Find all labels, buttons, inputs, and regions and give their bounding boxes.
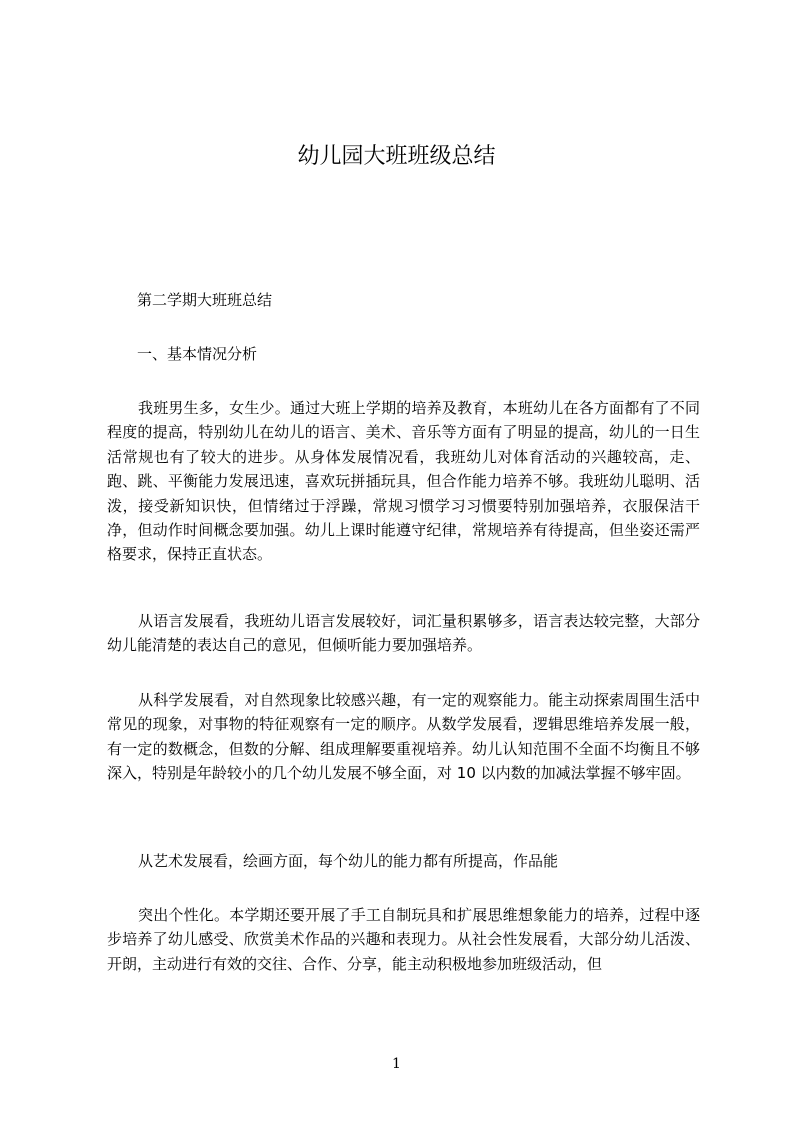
paragraph-language-development: 从语言发展看，我班幼儿语言发展较好，词汇量积累够多，语言表达较完整，大部分幼儿能清楚的表达自己的意见，但倾听能力要加强培养。 — [107, 612, 700, 655]
paragraph-art-development: 从艺术发展看，绘画方面，每个幼儿的能力都有所提高，作品能 — [138, 852, 559, 870]
paragraph-art-continued: 突出个性化。本学期还要开展了手工自制玩具和扩展思维想象能力的培养，过程中逐步培养了幼儿感受、欣赏美术作品的兴趣和表现力。从社会性发展看，大部分幼儿活泼、开朗，主动进行有效的交往、合作、分享，能主动积极地参加班级活动，但 — [107, 906, 700, 973]
page-number: 1 — [392, 1056, 401, 1072]
document-title: 幼儿园大班班级总结 — [297, 144, 496, 169]
paragraph-basic-situation: 我班男生多，女生少。通过大班上学期的培养及教育，本班幼儿在各方面都有了不同程度的提高，特别幼儿在幼儿的语言、美术、音乐等方面有了明显的提高，幼儿的一日生活常规也有了较大的进步。从身体发展情况看，我班幼儿对体育活动的兴趣较高，走、跑、跳、平衡能力发展迅速，喜欢玩拼插玩具，但合作能力培养不够。我班幼儿聪明、活泼，接受新知识快，但情绪过于浮躁，常规习惯学习习惯要特别加强培养，衣服保洁干净，但动作时间概念要加强。幼儿上课时能遵守纪律，常规培养有待提高，但坐姿还需严格要求，保持正直状态。 — [107, 399, 700, 564]
document-subtitle: 第二学期大班班总结 — [137, 291, 273, 309]
paragraph-science-development: 从科学发展看，对自然现象比较感兴趣，有一定的观察能力。能主动探索周围生活中常见的现象，对事物的特征观察有一定的顺序。从数学发展看，逻辑思维培养发展一般，有一定的数概念，但数的分解、组成理解要重视培养。幼儿认知范围不全面不均衡且不够深入，特别是年龄较小的几个幼儿发展不够全面，对 10 以内数的加减法掌握不够牢固。 — [107, 691, 700, 783]
section-heading: 一、基本情况分析 — [137, 345, 258, 363]
